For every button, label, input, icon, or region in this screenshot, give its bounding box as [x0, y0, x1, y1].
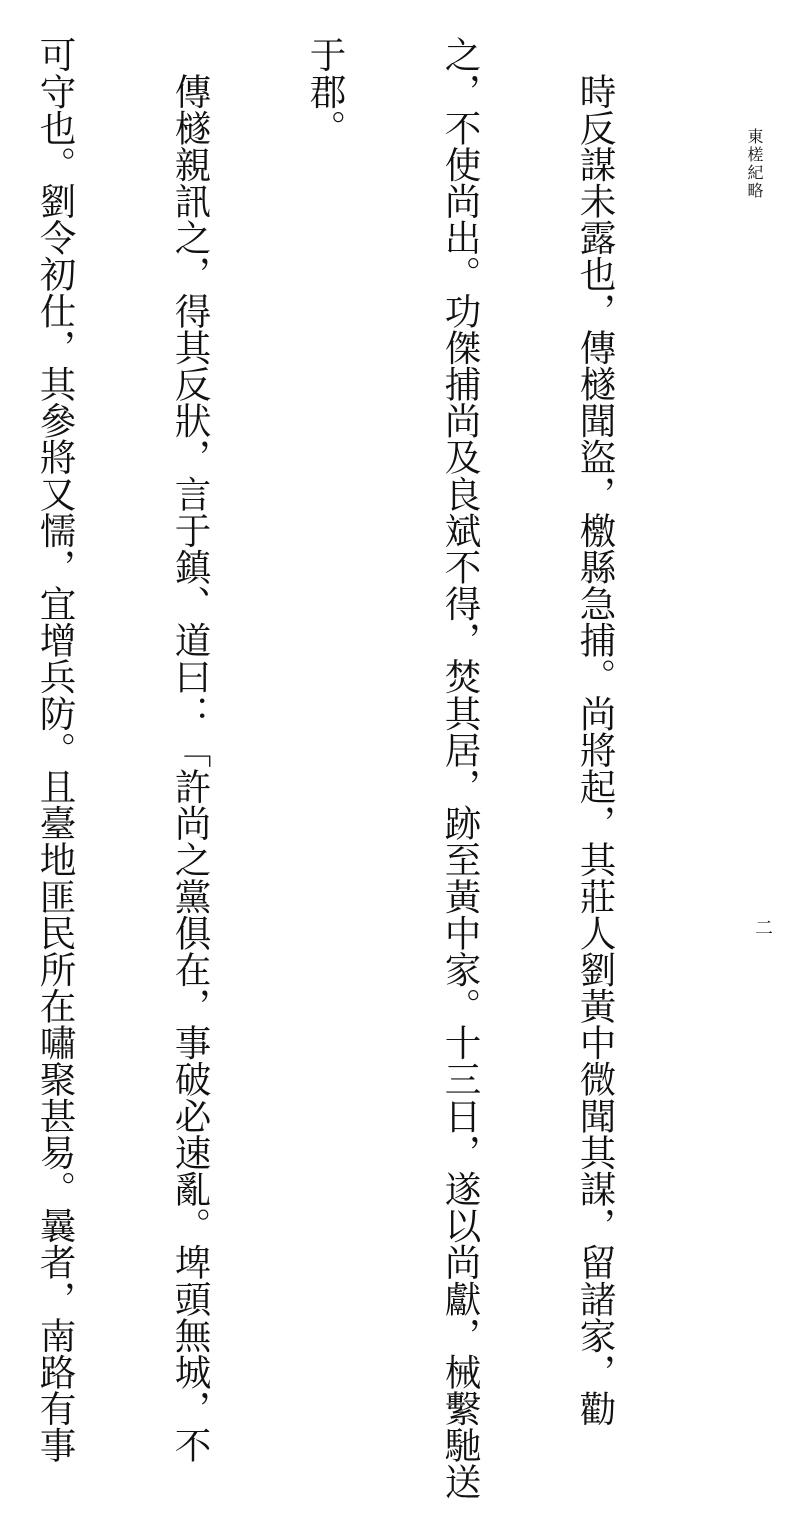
- text-column: 于郡。: [304, 36, 347, 146]
- text-column: 之，不使尚出。功傑捕尚及良斌不得，焚其居，跡至黃中家。十三日，遂以尚獻，械繫馳送: [439, 36, 482, 1500]
- text-column: 時反謀未露也，傳檖聞盜，檄縣急捕。尚將起，其莊人劉黃中微聞其謀，留諸家，勸: [574, 36, 617, 1427]
- page-number: 二: [755, 918, 773, 939]
- text-column: 傳檖親訊之，得其反狀，言于鎮、道曰：「許尚之黨俱在，事破必速亂。埤頭無城，不: [169, 36, 212, 1464]
- text-column: 可守也。劉令初仕，其參將又懦，宜增兵防。且臺地匪民所在嘯聚甚易。曩者，南路有事: [34, 36, 77, 1464]
- body-text: [34, 36, 708, 1500]
- running-title: 東槎紀略: [745, 128, 764, 200]
